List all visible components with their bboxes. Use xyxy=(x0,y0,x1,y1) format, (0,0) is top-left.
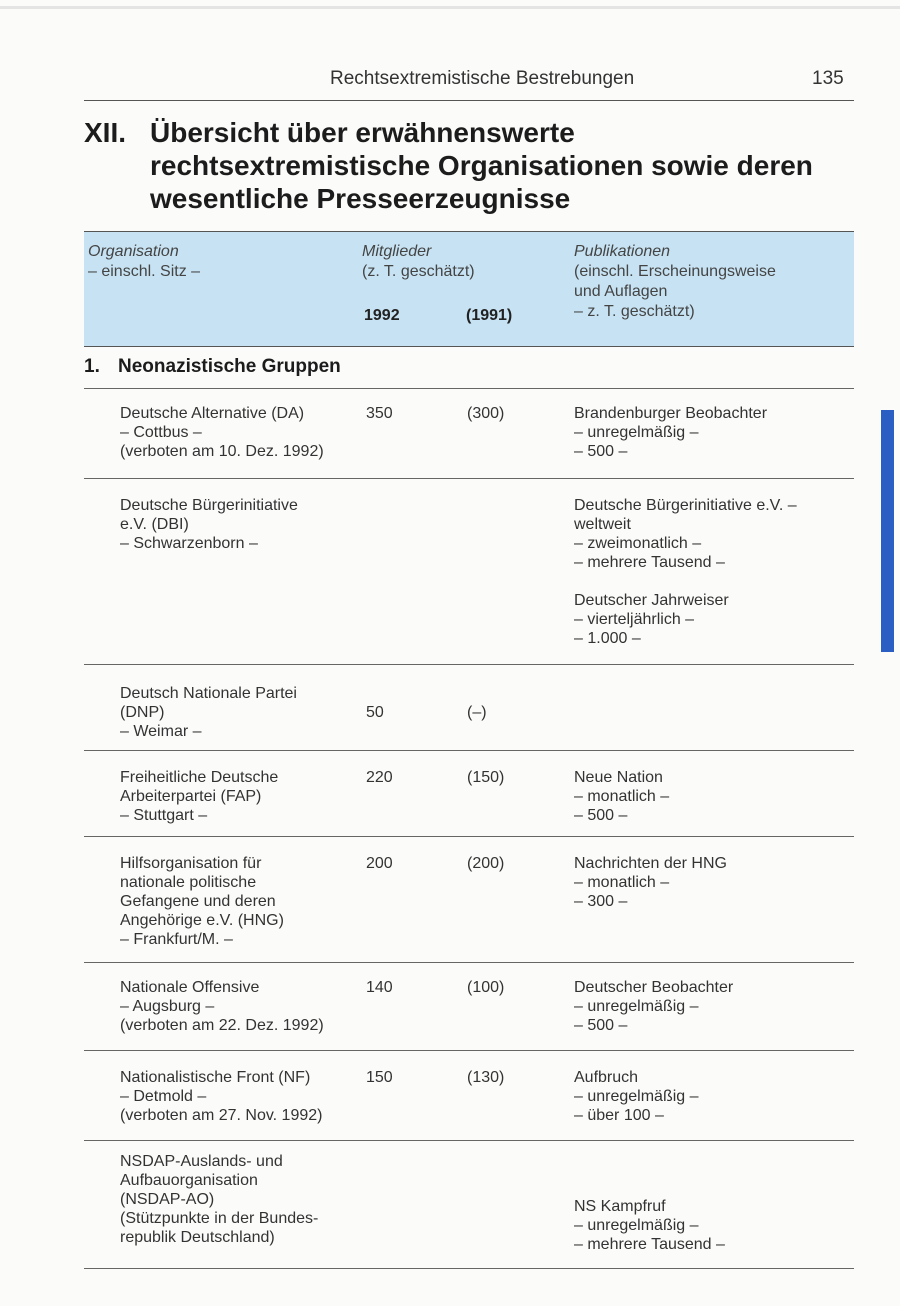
header-members xyxy=(362,242,475,282)
page-top-edge xyxy=(0,6,900,9)
row-members-1992: 50 xyxy=(366,704,384,721)
table-rule xyxy=(84,1050,854,1051)
header-organisation xyxy=(88,242,200,282)
header-publications-sub-3: – z. T. geschätzt) xyxy=(574,303,695,320)
table-rule xyxy=(84,962,854,963)
row-members-1991: (200) xyxy=(467,855,505,872)
header-year-1991: (1991) xyxy=(466,307,513,324)
row-members-1991: (150) xyxy=(467,769,505,786)
running-head: Rechtsextremistische Bestrebungen xyxy=(330,68,635,89)
chapter-title xyxy=(84,116,813,215)
header-organisation-label: Organisation xyxy=(88,243,179,260)
chapter-title-line-2: rechtsextremistische Organisationen sowie deren xyxy=(150,150,813,181)
chapter-title-line-3: wesentliche Presseerzeugnisse xyxy=(150,183,571,214)
header-organisation-sub: – einschl. Sitz – xyxy=(88,263,201,280)
table-rule xyxy=(84,664,854,665)
header-members-sub: (z. T. geschätzt) xyxy=(362,263,475,280)
row-members-1992: 220 xyxy=(366,769,393,786)
table-rule xyxy=(84,388,854,389)
table-rule xyxy=(84,478,854,479)
header-rule xyxy=(84,100,854,101)
row-members-1991: (300) xyxy=(467,405,505,422)
header-publications-sub-1: (einschl. Erscheinungsweise xyxy=(574,263,776,280)
table-header xyxy=(84,231,854,347)
row-publications: Aufbruch – unregelmäßig – – über 100 – xyxy=(574,1069,699,1124)
chapter-number: XII. xyxy=(84,117,127,148)
table-rule xyxy=(84,1268,854,1269)
row-members-1992: 140 xyxy=(366,979,393,996)
header-publications xyxy=(574,242,776,322)
section-title: Neonazistische Gruppen xyxy=(118,356,341,377)
row-members-1991: (–) xyxy=(467,704,487,721)
page-number: 135 xyxy=(812,68,844,89)
section-number: 1. xyxy=(84,356,100,377)
row-organisation: Deutsche Alternative (DA) – Cottbus – (verboten am 10. Dez. 1992) xyxy=(120,405,324,460)
row-organisation: Deutsche Bürgerinitiative e.V. (DBI) – Schwarzenborn – xyxy=(120,497,298,552)
table-rule xyxy=(84,836,854,837)
row-members-1992: 350 xyxy=(366,405,393,422)
row-organisation: Nationalistische Front (NF) – Detmold – (verboten am 27. Nov. 1992) xyxy=(120,1069,323,1124)
margin-marker xyxy=(881,410,894,652)
header-members-label: Mitglieder xyxy=(362,243,432,260)
row-organisation: NSDAP-Auslands- und Aufbauorganisation (NSDAP-AO) (Stützpunkte in der Bundes- republik Deutschland) xyxy=(120,1153,319,1246)
row-publications: NS Kampfruf – unregelmäßig – – mehrere Tausend – xyxy=(574,1198,725,1253)
header-publications-label: Publikationen xyxy=(574,243,671,260)
row-members-1991: (130) xyxy=(467,1069,505,1086)
row-publications: Deutscher Beobachter – unregelmäßig – – 500 – xyxy=(574,979,734,1034)
row-members-1992: 150 xyxy=(366,1069,393,1086)
table-rule xyxy=(84,750,854,751)
header-publications-sub-2: und Auflagen xyxy=(574,283,668,300)
row-publications: Neue Nation – monatlich – – 500 – xyxy=(574,769,670,824)
row-organisation: Freiheitliche Deutsche Arbeiterpartei (FAP) – Stuttgart – xyxy=(120,769,279,824)
row-organisation: Nationale Offensive – Augsburg – (verboten am 22. Dez. 1992) xyxy=(120,979,324,1034)
row-publications: Nachrichten der HNG – monatlich – – 300 – xyxy=(574,855,727,910)
row-organisation: Hilfsorganisation für nationale politische Gefangene und deren Angehörige e.V. (HNG) – Frankfurt/M. – xyxy=(120,855,284,948)
row-organisation: Deutsch Nationale Partei (DNP) – Weimar – xyxy=(120,685,297,740)
row-members-1992: 200 xyxy=(366,855,393,872)
table-rule xyxy=(84,1140,854,1141)
row-publications: Deutsche Bürgerinitiative e.V. – weltweit – zweimonatlich – – mehrere Tausend – Deutscher Jahrweiser – vierteljährlich – – 1.000 – xyxy=(574,497,797,647)
section-heading xyxy=(84,356,341,378)
header-year-1992: 1992 xyxy=(364,307,400,324)
row-members-1991: (100) xyxy=(467,979,505,996)
chapter-title-line-1: Übersicht über erwähnenswerte xyxy=(150,117,575,148)
row-publications: Brandenburger Beobachter – unregelmäßig – – 500 – xyxy=(574,405,768,460)
